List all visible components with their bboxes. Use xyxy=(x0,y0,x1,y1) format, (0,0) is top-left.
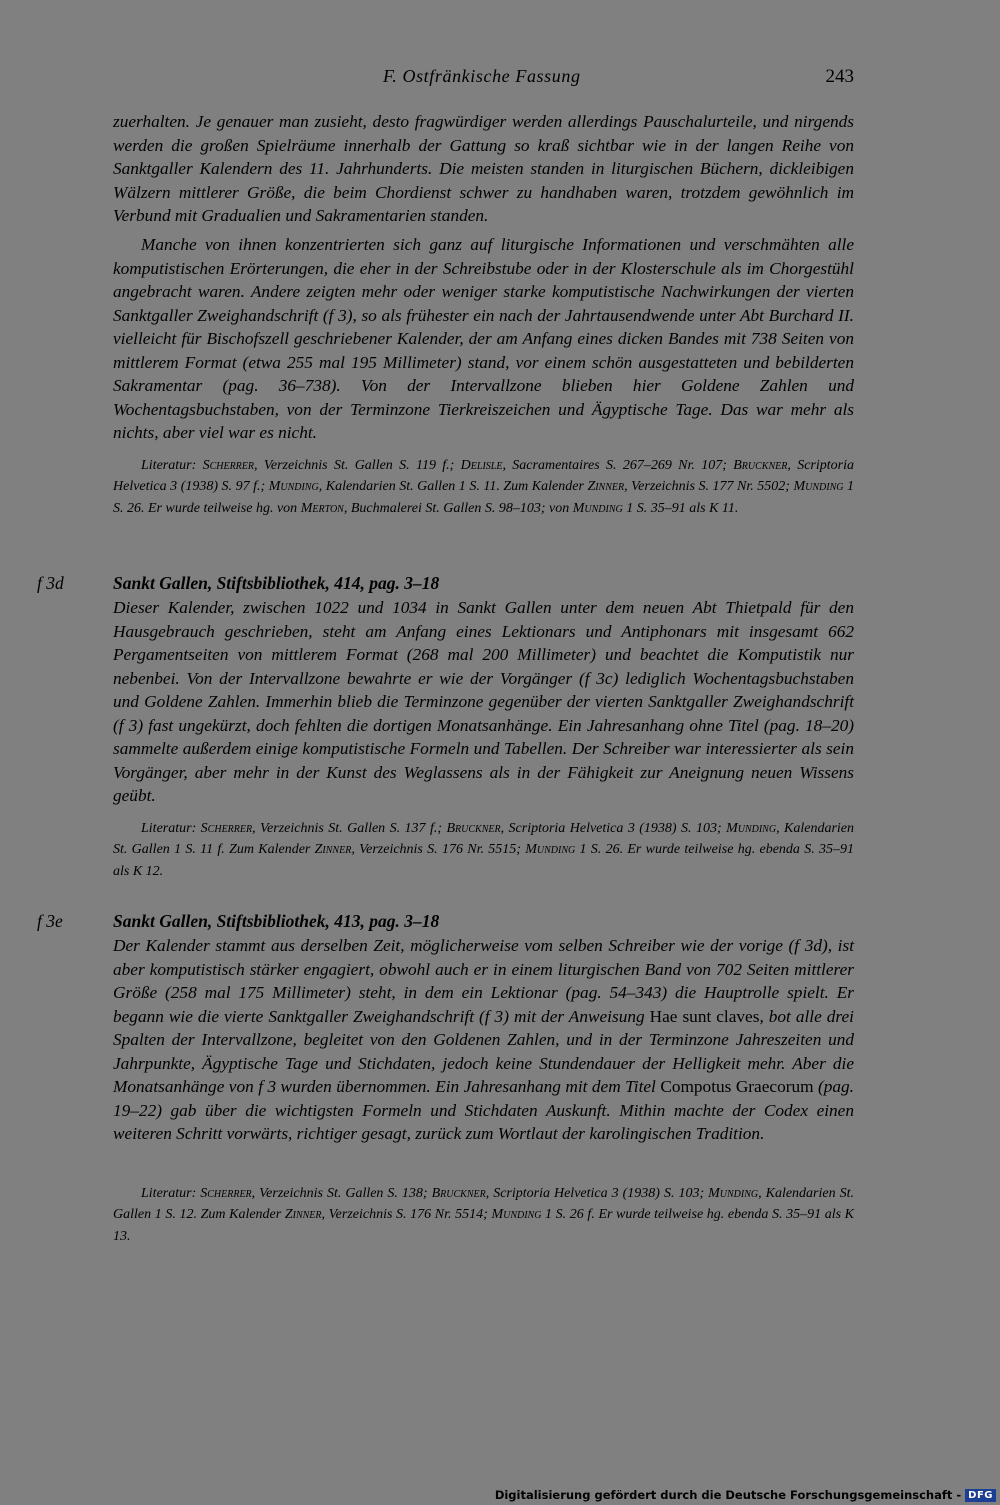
intro-paragraph-1: zuerhalten. Je genauer man zusieht, desto fragwürdiger werden allerdings Pauschalurteile, und nirgends werden die großen Spielräume innerhalb der Gattung so kraß sichtbar wie in der langen Reihe von Sanktgaller Kalendern des 11. Jahrhunderts. Die meisten standen in liturgischen Büchern, dickleibigen Wälzern mittlerer Größe, die beim Chordienst schwer zu handhaben waren, trotzdem gewöhnlich im Verbund mit Gradualien und Sakramentarien standen. xyxy=(113,112,854,226)
text-run: , Scriptoria Helvetica 3 (1938) S. 103; xyxy=(485,1186,709,1201)
dfg-logo: DFG xyxy=(965,1489,996,1502)
page-header xyxy=(113,66,854,94)
text-run: , Verzeichnis S. 177 Nr. 5502; xyxy=(624,479,794,495)
author-name: Merton xyxy=(300,500,344,516)
entry-literature-f3d xyxy=(113,818,854,882)
entry-body-f3e xyxy=(113,934,854,1146)
text-run: 1 S. 26 f. Er wurde teilweise hg. ebenda S. 35–91 als K 13. xyxy=(113,1207,854,1244)
author-name: Bruckner xyxy=(446,821,501,836)
digitization-footer xyxy=(495,1488,996,1502)
quoted-title: Hae sunt claves xyxy=(649,1006,760,1026)
author-name: Bruckner xyxy=(431,1186,486,1201)
author-name: Scherrer xyxy=(202,458,255,473)
text-run: Dieser Kalender, zwischen 1022 und 1034 in Sankt Gallen unter dem neuen Abt Thietpald für den Hausgebrauch geschrieben, steht am Anfang eines Lektionars und Antiphonars mit insgesamt 662 Pergamentseiten von mittlerem Format (268 mal 200 Millimeter) und beachtet die Komputistik nur nebenbei. Von der Intervallzone bewahrte er wie der Vorgänger (f 3c) lediglich Wochentagsbuchstaben und Goldene Zahlen. Immerhin blieb die Terminzone gegenüber der vierten Sanktgaller Zweighandschrift (f 3) fast ungekürzt, doch fehlten die dortigen Monatsanhänge. Ein Jahresanhang ohne Titel (pag. 18–20) sammelte außerdem einige komputistische Formeln und Tabellen. Der Schreiber war interessierter als sein Vorgänger, aber mehr in der Kunst des Weglassens als in der Fähigkeit zur Aneignung neuen Wissens geübt. xyxy=(113,598,854,806)
text-run: , Verzeichnis S. 176 Nr. 5514; xyxy=(321,1207,492,1223)
text-run: , Verzeichnis S. 176 Nr. 5515; xyxy=(351,842,526,858)
author-name: Zinner xyxy=(587,479,625,495)
text-run: , Buchmalerei St. Gallen S. 98–103; von xyxy=(343,500,573,516)
author-name: Munding xyxy=(525,842,576,858)
intro-literature xyxy=(113,455,854,519)
text-run: 1 S. 35–91 als K 11. xyxy=(622,500,739,516)
author-name: Munding xyxy=(572,500,623,516)
entry-id-f3d: f 3d xyxy=(37,573,64,593)
author-name: Munding xyxy=(708,1186,759,1201)
author-name: Delisle xyxy=(460,458,503,473)
author-name: Zinner xyxy=(314,842,352,858)
intro-paragraph-2: Manche von ihnen konzentrierten sich ganz auf liturgische Informationen und verschmähten alle komputistischen Erörterungen, die eher in der Schreibstube oder in der Klosterschule als im Chorgestühl angebracht waren. Andere zeigten mehr oder weniger starke komputistische Nachwirkungen der vierten Sanktgaller Zweighandschrift (f 3), so als frühester ein nach der Jahrtausendwende unter Abt Burchard II. vielleicht für Bischofszell geschriebener Kalender, der am Anfang eines dicken Bandes mit 738 Seiten von mittlerem Format (etwa 255 mal 195 Millimeter) stand, vor einem schön ausgestatteten und bebilderten Sakramentar (pag. 36–738). Von der Intervallzone blieben hier Goldene Zahlen und Wochentagsbuchstaben, von der Terminzone Tierkreiszeichen und Ägyptische Tage. Das war mehr als nichts, aber viel war es nicht. xyxy=(113,235,854,443)
author-name: Munding xyxy=(793,479,844,495)
author-name: Scherrer xyxy=(200,821,253,836)
running-title: F. Ostfränkische Fassung xyxy=(383,66,581,86)
text-run: , Kalendarien St. Gallen 1 S. 12. Zum Kalender xyxy=(113,1186,854,1223)
text-run: , Verzeichnis St. Gallen S. 138; xyxy=(251,1186,432,1201)
author-name: Munding xyxy=(268,479,319,495)
text-run: , Verzeichnis St. Gallen S. 137 f.; xyxy=(252,821,447,836)
text-run: 1 S. 26. Er wurde teilweise hg. ebenda S. 35–91 als K 12. xyxy=(113,842,854,879)
page-number: 243 xyxy=(825,66,854,87)
author-name: Zinner xyxy=(284,1207,322,1223)
text-run: , Scriptoria Helvetica 3 (1938) S. 103; xyxy=(500,821,727,836)
text-run: Literatur: xyxy=(141,458,203,473)
text-run: , Scriptoria Helvetica 3 (1938) S. 97 f.; xyxy=(113,458,854,495)
author-name: Bruckner xyxy=(733,458,788,473)
text-run: 1 S. 26. Er wurde teilweise hg. von xyxy=(113,479,855,516)
text-run: Literatur: xyxy=(141,821,201,836)
author-name: Munding xyxy=(726,821,777,836)
footer-credit: Digitalisierung gefördert durch die Deutsche Forschungsgemeinschaft - xyxy=(494,1488,962,1502)
text-run: Literatur: xyxy=(141,1186,201,1201)
text-run: , Sacramentaires S. 267–269 Nr. 107; xyxy=(502,458,734,473)
quoted-title: Compotus Graecorum xyxy=(660,1077,814,1097)
entry-title-f3d: Sankt Gallen, Stiftsbibliothek, 414, pag. 3–18 xyxy=(113,573,440,593)
entry-body-f3d xyxy=(113,596,854,808)
author-name: Scherrer xyxy=(200,1186,252,1201)
text-run: Der Kalender stammt aus derselben Zeit, möglicherweise vom selben Schreiber wie der vorige (f 3d), ist aber komputistisch stärker engagiert, obwohl auch er in einem liturgischen Band von 702 Seiten mittlerer Größe (258 mal 175 Millimeter) steht, in dem ein Lektionar (pag. 54–343) die Hauptrolle spielt. Er begann wie die vierte Sanktgaller Zweighandschrift (f 3) mit der Anweisung xyxy=(113,936,854,1026)
text-run: (pag. 19–22) gab über die wichtigsten Formeln und Stichdaten Auskunft. Mithin machte der Codex einen weiteren Schritt vorwärts, richtiger gesagt, zurück zum Wortlaut der karolingischen Tradition. xyxy=(113,1077,854,1144)
text-run: , Verzeichnis St. Gallen S. 119 f.; xyxy=(254,458,461,473)
entry-title-f3e: Sankt Gallen, Stiftsbibliothek, 413, pag. 3–18 xyxy=(113,911,440,931)
text-run: , Kalendarien St. Gallen 1 S. 11. Zum Kalender xyxy=(318,479,588,495)
text-run: , bot alle drei Spalten der Intervallzone, begleitet von den Goldenen Zahlen, und in der Terminzone Jahreszeiten und Jahrpunkte, Ägyptische Tage und Stichdaten, jedoch keine Stundendauer der Helligkeit mehr. Aber die Monatsanhänge von f 3 wurden übernommen. Ein Jahresanhang mit dem Titel xyxy=(113,1006,854,1097)
author-name: Munding xyxy=(491,1207,542,1223)
text-run: , Kalendarien St. Gallen 1 S. 11 f. Zum Kalender xyxy=(113,821,854,858)
entry-literature-f3e xyxy=(113,1183,854,1247)
entry-id-f3e: f 3e xyxy=(37,911,63,931)
